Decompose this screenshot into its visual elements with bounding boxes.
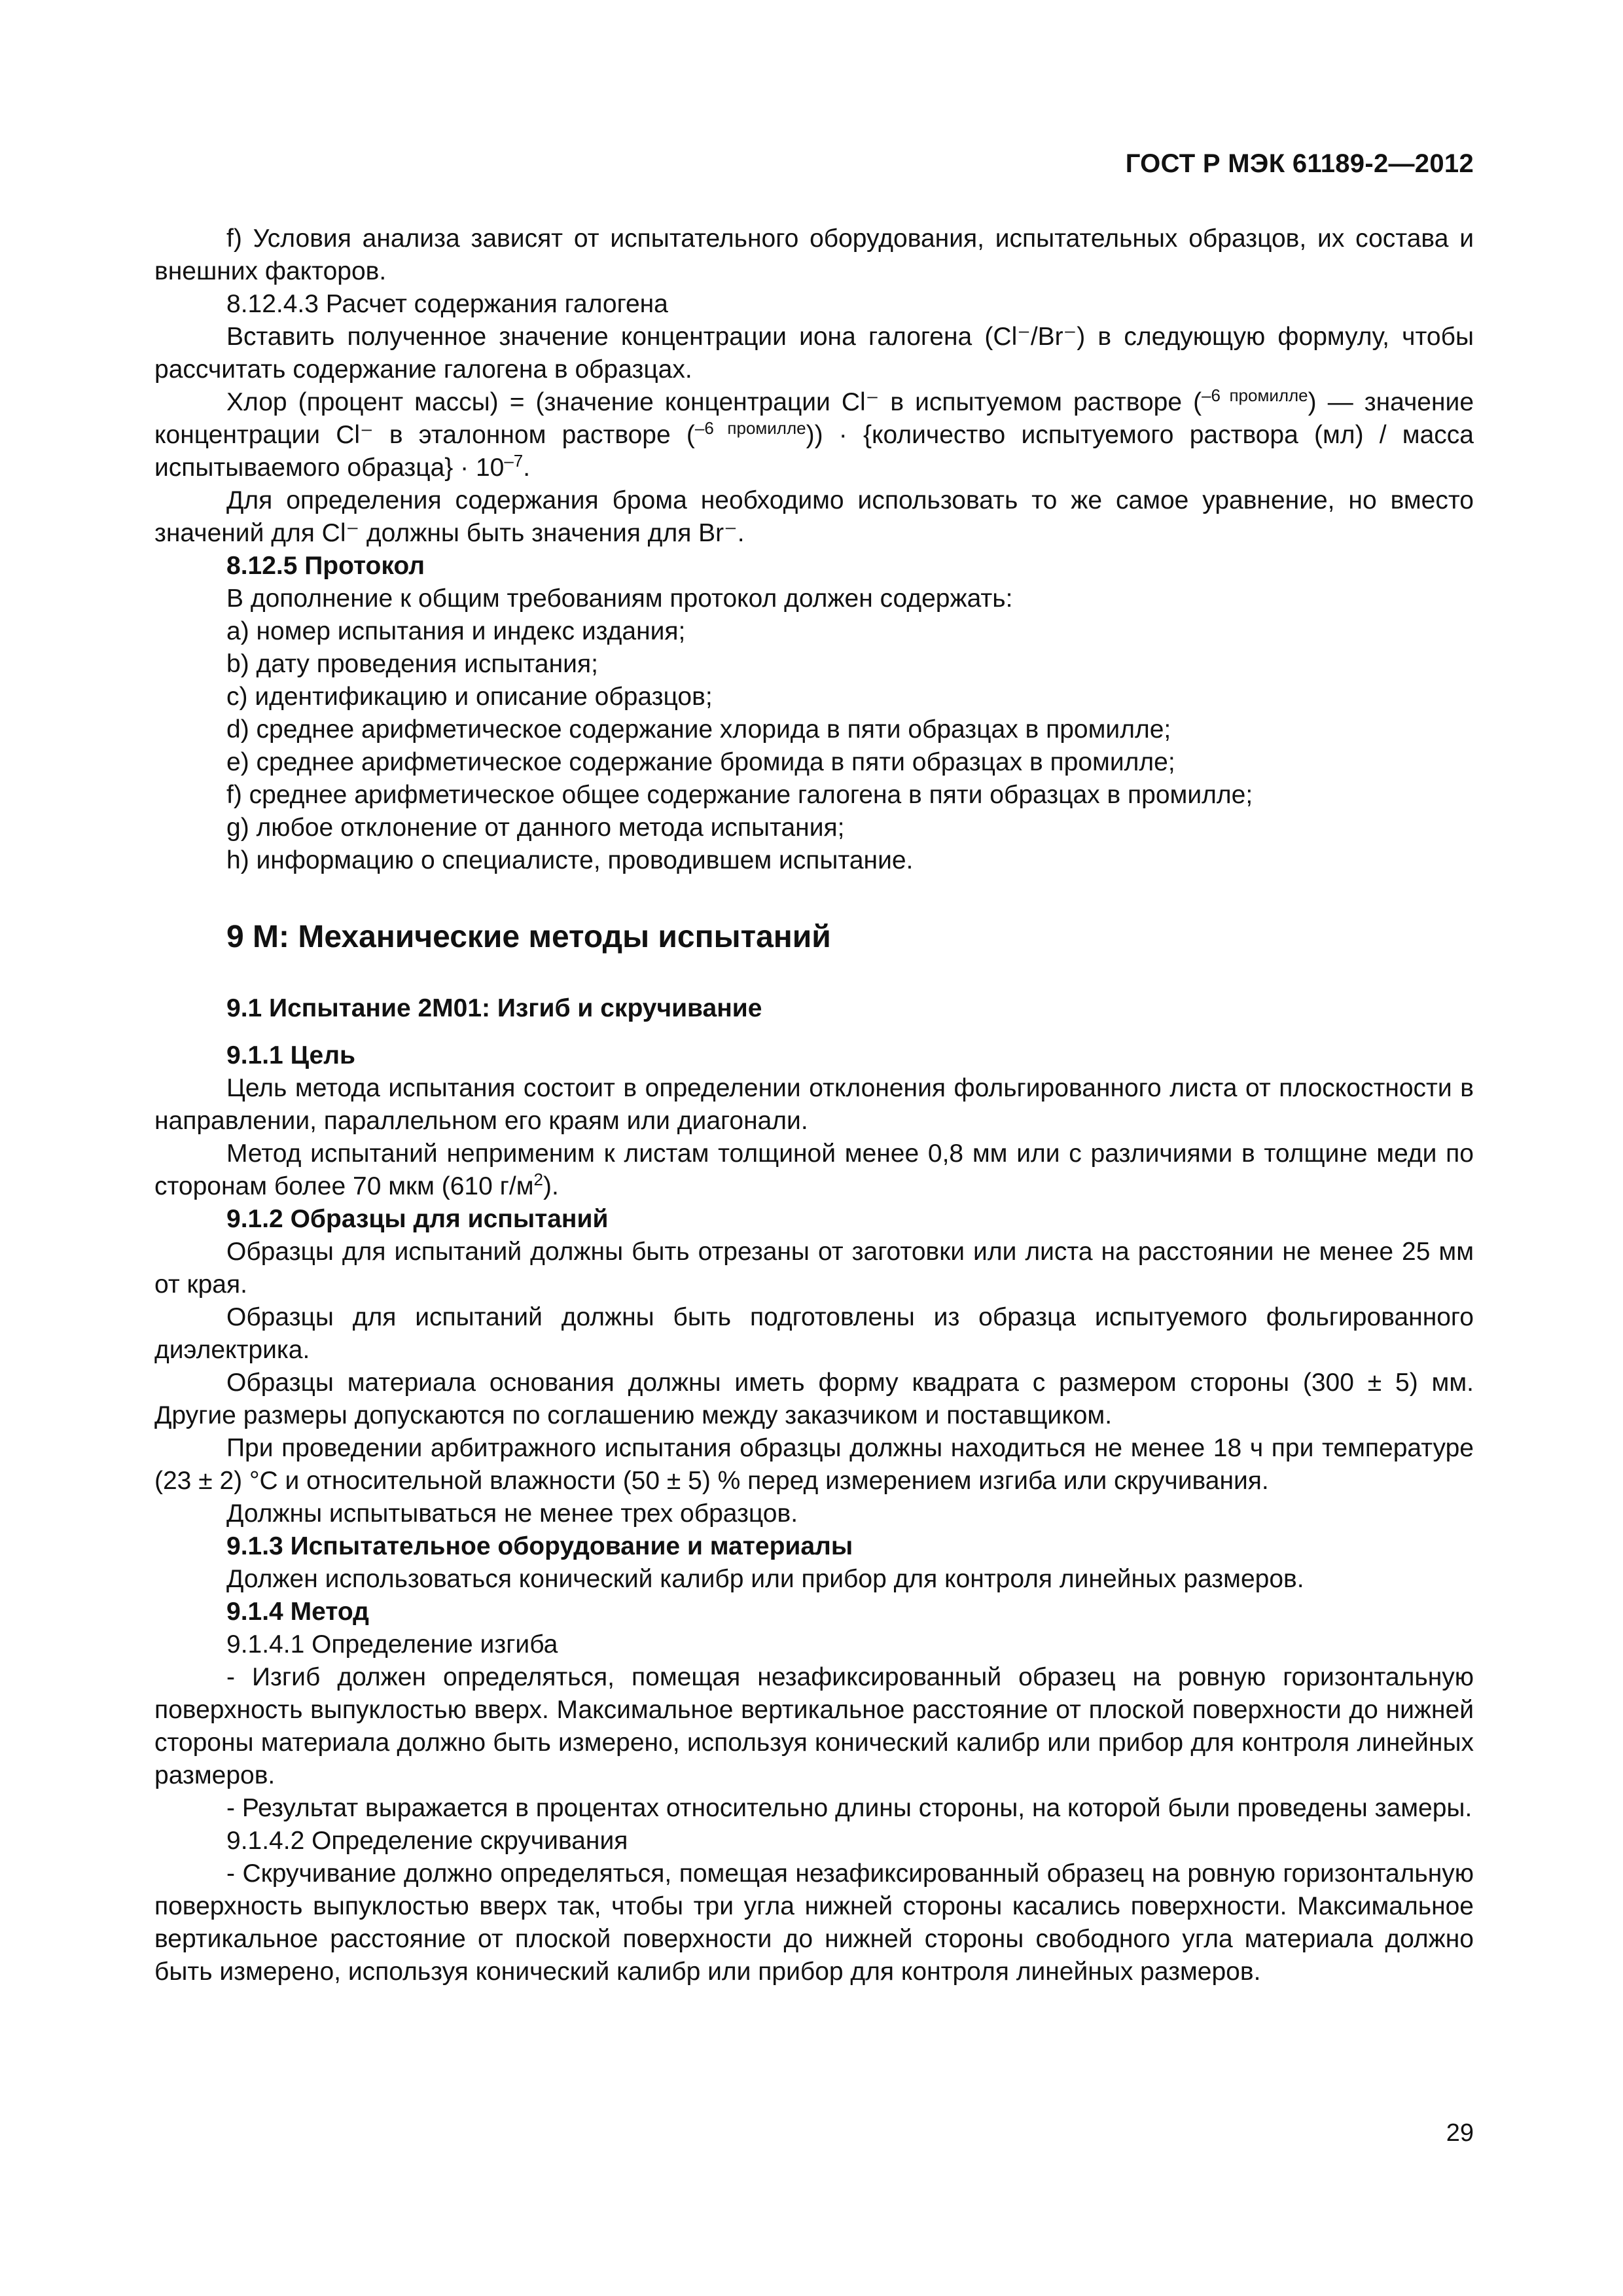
section-9-1-4-1-paragraph: - Изгиб должен определяться, помещая незафиксированный образец на ровную горизонтальную поверхность выпуклостью вверх. Максимальное вертикальное расстояние от плоской поверхности до нижней стороны материала должно быть измерено, используя конический калибр или прибор для контроля линейных размеров. [154, 1663, 1474, 1789]
protocol-item: d) среднее арифметическое содержание хлорида в пяти образцах в промилле; [226, 715, 1171, 744]
formula-part-1: Хлор (процент массы) = (значение концентрации Cl⁻ в испытуемом растворе ( [226, 388, 1202, 416]
section-9-1-4-1-paragraph: - Результат выражается в процентах относительно длины стороны, на которой были проведены замеры. [226, 1794, 1472, 1822]
section-9-1-2-paragraph: Образцы для испытаний должны быть отрезаны от заготовки или листа на расстоянии не менее 25 мм от края. [154, 1238, 1474, 1299]
protocol-item: f) среднее арифметическое общее содержание галогена в пяти образцах в промилле; [226, 781, 1253, 809]
section-8-12-4-3-text: Вставить полученное значение концентрации иона галогена (Cl⁻/Br⁻) в следующую формулу, чтобы рассчитать содержание галогена в образцах. [154, 323, 1474, 384]
protocol-item: g) любое отклонение от данного метода испытания; [226, 814, 845, 842]
section-8-12-4-3-title: 8.12.4.3 Расчет содержания галогена [226, 290, 668, 318]
protocol-item: h) информацию о специалисте, проводившем испытание. [226, 846, 914, 874]
page-number: 29 [1446, 2119, 1474, 2147]
section-9-1-3-paragraph: Должен использоваться конический калибр или прибор для контроля линейных размеров. [226, 1565, 1304, 1593]
section-9-1-4-2-title: 9.1.4.2 Определение скручивания [226, 1827, 628, 1855]
protocol-item: а) номер испытания и индекс издания; [226, 617, 686, 645]
page-body [154, 223, 1474, 1988]
chlorine-formula [154, 386, 1474, 484]
document-header: ГОСТ Р МЭК 61189-2—2012 [1125, 149, 1474, 178]
protocol-intro: В дополнение к общим требованиям протокол должен содержать: [226, 584, 1013, 613]
section-9-heading: 9 М: Механические методы испытаний [226, 920, 831, 954]
section-9-1-heading: 9.1 Испытание 2M01: Изгиб и скручивание [226, 994, 762, 1022]
section-9-1-2-paragraph: Образцы материала основания должны иметь форму квадрата с размером стороны (300 ± 5) мм. Другие размеры допускаются по соглашению между заказчиком и поставщиком. [154, 1369, 1474, 1429]
bromine-note: Для определения содержания брома необходимо использовать то же самое уравнение, но вместо значений для Cl⁻ должны быть значения для Br⁻. [154, 486, 1474, 547]
protocol-item: e) среднее арифметическое содержание бромида в пяти образцах в промилле; [226, 748, 1175, 776]
section-9-1-2-paragraph: Должны испытываться не менее трех образцов. [226, 1499, 798, 1528]
formula-part-3: )) · {количество испытуемого раствора (мл) / масса испытываемого образца} · 10 [154, 421, 1474, 482]
section-9-1-3-title: 9.1.3 Испытательное оборудование и материалы [226, 1532, 853, 1560]
section-9-1-4-title: 9.1.4 Метод [226, 1598, 369, 1626]
section-9-1-1-p2-sup: 2 [533, 1170, 543, 1189]
section-9-1-1-title: 9.1.1 Цель [226, 1041, 355, 1069]
section-9-1-1-paragraph [154, 1138, 1474, 1203]
section-9-1-2-title: 9.1.2 Образцы для испытаний [226, 1205, 609, 1233]
section-9-1-2-paragraph: При проведении арбитражного испытания образцы должны находиться не менее 18 ч при температуре (23 ± 2) °С и относительной влажности (50 ± 5) % перед измерением изгиба или скручивания. [154, 1434, 1474, 1495]
formula-part-4: . [523, 454, 531, 482]
formula-part-2: ) — значение концентрации Cl⁻ в эталонном растворе ( [154, 388, 1474, 449]
formula-sup-1: –6 промилле [1202, 386, 1308, 405]
section-9-1-4-1-title: 9.1.4.1 Определение изгиба [226, 1630, 558, 1659]
protocol-item: c) идентификацию и описание образцов; [226, 683, 713, 711]
formula-sup-2: –6 промилле [694, 418, 806, 438]
section-9-1-1-paragraph: Цель метода испытания состоит в определении отклонения фольгированного листа от плоскостности в направлении, параллельном его краям или диагонали. [154, 1074, 1474, 1135]
section-9-1-1-p2-end: ). [543, 1172, 559, 1200]
section-9-1-4-2-paragraph: - Скручивание должно определяться, помещая незафиксированный образец на ровную горизонтальную поверхность выпуклостью вверх так, чтобы три угла нижней стороны касались поверхности. Максимальное вертикальное расстояние от плоской поверхности до нижней стороны свободного угла материала должно быть измерено, используя конический калибр или прибор для контроля линейных размеров. [154, 1859, 1474, 1986]
formula-sup-3: –7 [504, 451, 524, 471]
protocol-item: b) дату проведения испытания; [226, 650, 598, 678]
section-9-1-1-p2-text: Метод испытаний неприменим к листам толщиной менее 0,8 мм или с различиями в толщине меди по сторонам более 70 мкм (610 г/м [154, 1139, 1474, 1200]
paragraph-f-conditions: f) Условия анализа зависят от испытательного оборудования, испытательных образцов, их состава и внешних факторов. [154, 224, 1474, 285]
section-9-1-2-paragraph: Образцы для испытаний должны быть подготовлены из образца испытуемого фольгированного диэлектрика. [154, 1303, 1474, 1364]
section-8-12-5-title: 8.12.5 Протокол [226, 552, 425, 580]
